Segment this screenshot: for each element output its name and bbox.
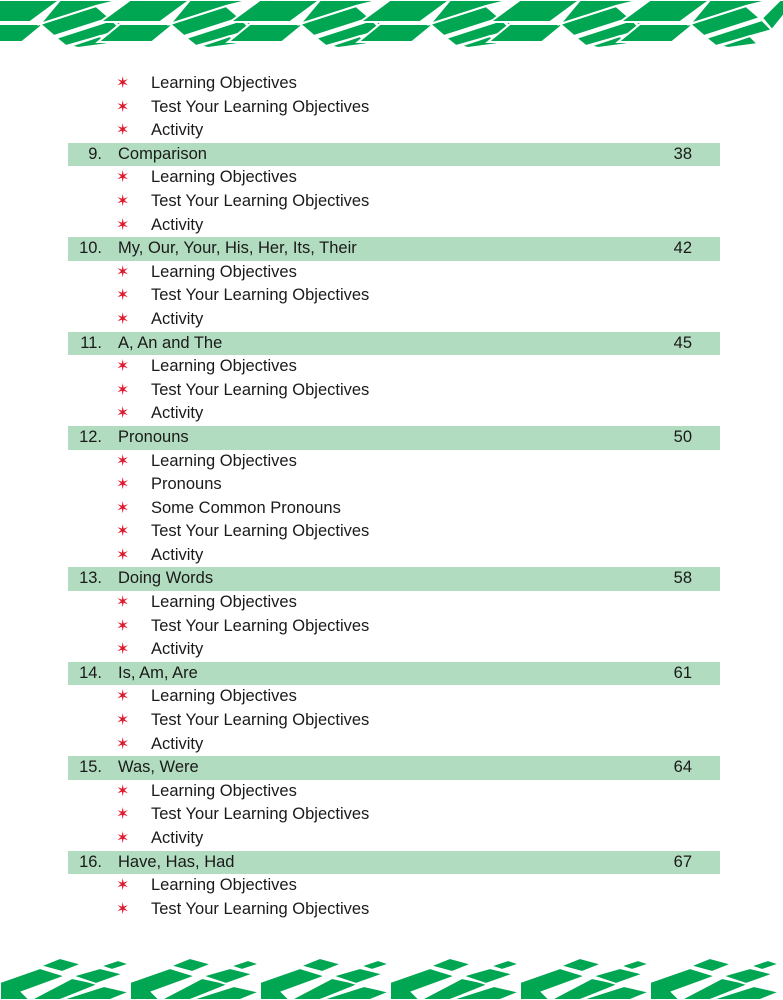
toc-subtopic-row[interactable] xyxy=(68,638,720,662)
chapter-number: 14. xyxy=(79,663,102,682)
toc-subtopic-row[interactable] xyxy=(68,780,720,804)
chapter-title: Doing Words xyxy=(118,569,214,588)
red-asterisk-icon: ✶ xyxy=(116,641,130,659)
subtopic-label: Activity xyxy=(151,121,204,140)
subtopic-label: Test Your Learning Objectives xyxy=(151,616,370,635)
toc-subtopic-row[interactable] xyxy=(68,733,720,757)
subtopic-label: Activity xyxy=(151,640,204,659)
toc-subtopic-row[interactable] xyxy=(68,214,720,238)
red-asterisk-icon: ✶ xyxy=(116,830,130,847)
subtopic-label: Learning Objectives xyxy=(151,168,297,187)
toc-subtopic-row[interactable] xyxy=(68,803,720,827)
red-asterisk-icon: ✶ xyxy=(116,358,130,376)
toc-subtopic-row[interactable] xyxy=(68,544,720,568)
toc-subtopic-row[interactable] xyxy=(68,284,720,308)
toc-subtopic-row[interactable] xyxy=(68,827,720,851)
subtopic-label: Test Your Learning Objectives xyxy=(151,899,370,918)
subtopic-label: Test Your Learning Objectives xyxy=(151,191,370,210)
chapter-number: 9. xyxy=(88,144,102,163)
toc-subtopic-row[interactable] xyxy=(68,166,720,190)
toc-subtopic-row[interactable] xyxy=(68,591,720,615)
toc-subtopic-row[interactable] xyxy=(68,261,720,285)
chapter-number: 10. xyxy=(79,239,102,258)
toc-subtopic-row[interactable] xyxy=(68,685,720,709)
page-number: 45 xyxy=(673,333,692,352)
red-asterisk-icon: ✶ xyxy=(116,523,130,541)
subtopic-label: Learning Objectives xyxy=(151,687,297,706)
subtopic-label: Activity xyxy=(151,215,204,234)
page-number: 42 xyxy=(673,239,692,258)
red-asterisk-icon: ✶ xyxy=(116,546,130,564)
toc-subtopic-row[interactable] xyxy=(68,72,720,96)
red-asterisk-icon: ✶ xyxy=(116,75,130,92)
red-asterisk-icon: ✶ xyxy=(116,169,130,187)
subtopic-label: Test Your Learning Objectives xyxy=(151,522,370,541)
subtopic-label: Activity xyxy=(151,545,204,564)
subtopic-label: Some Common Pronouns xyxy=(151,498,341,517)
page-number: 67 xyxy=(673,852,692,871)
subtopic-label: Activity xyxy=(151,309,204,328)
toc-chapter-row[interactable] xyxy=(68,662,720,686)
toc-subtopic-row[interactable] xyxy=(68,615,720,639)
subtopic-label: Learning Objectives xyxy=(151,593,297,612)
red-asterisk-icon: ✶ xyxy=(116,263,130,281)
chapter-title: Comparison xyxy=(118,144,207,163)
table-of-contents xyxy=(68,72,720,921)
toc-subtopic-row[interactable] xyxy=(68,898,720,922)
red-asterisk-icon: ✶ xyxy=(116,499,130,517)
toc-subtopic-row[interactable] xyxy=(68,402,720,426)
chapter-title: My, Our, Your, His, Her, Its, Their xyxy=(118,239,357,258)
red-asterisk-icon: ✶ xyxy=(116,617,130,635)
page-number: 61 xyxy=(673,663,692,682)
chapter-title: Have, Has, Had xyxy=(118,852,235,871)
toc-subtopic-row[interactable] xyxy=(68,450,720,474)
toc-chapter-row[interactable] xyxy=(68,237,720,261)
red-asterisk-icon: ✶ xyxy=(116,381,130,399)
toc-subtopic-row[interactable] xyxy=(68,355,720,379)
page-number: 58 xyxy=(673,569,692,588)
chapter-number: 13. xyxy=(79,569,102,588)
red-asterisk-icon: ✶ xyxy=(116,452,130,470)
red-asterisk-icon: ✶ xyxy=(116,476,130,494)
red-asterisk-icon: ✶ xyxy=(116,287,130,305)
toc-subtopic-row[interactable] xyxy=(68,497,720,521)
chapter-number: 11. xyxy=(80,333,102,352)
red-asterisk-icon: ✶ xyxy=(116,712,130,730)
chapter-number: 12. xyxy=(79,427,102,446)
chapter-title: Was, Were xyxy=(118,758,199,777)
red-asterisk-icon: ✶ xyxy=(116,806,130,824)
subtopic-label: Test Your Learning Objectives xyxy=(151,805,370,824)
subtopic-label: Test Your Learning Objectives xyxy=(151,711,370,730)
subtopic-label: Learning Objectives xyxy=(151,876,297,895)
red-asterisk-icon: ✶ xyxy=(116,594,130,612)
chapter-title: Pronouns xyxy=(118,427,189,446)
toc-chapter-row[interactable] xyxy=(68,332,720,356)
red-asterisk-icon: ✶ xyxy=(116,192,130,210)
subtopic-label: Test Your Learning Objectives xyxy=(151,286,370,305)
decorative-top-border xyxy=(0,0,783,48)
subtopic-label: Pronouns xyxy=(151,475,222,494)
decorative-bottom-border xyxy=(0,958,783,1000)
subtopic-label: Test Your Learning Objectives xyxy=(151,97,370,116)
chapter-title: A, An and The xyxy=(118,333,223,352)
red-asterisk-icon: ✶ xyxy=(116,216,130,234)
subtopic-label: Learning Objectives xyxy=(151,451,297,470)
subtopic-label: Activity xyxy=(151,734,204,753)
toc-subtopic-row[interactable] xyxy=(68,308,720,332)
red-asterisk-icon: ✶ xyxy=(116,122,130,140)
toc-subtopic-row[interactable] xyxy=(68,379,720,403)
chapter-number: 15. xyxy=(79,758,102,777)
chapter-title: Is, Am, Are xyxy=(118,663,198,682)
subtopic-label: Activity xyxy=(151,404,204,423)
page-number: 64 xyxy=(673,758,692,777)
red-asterisk-icon: ✶ xyxy=(116,900,130,918)
toc-subtopic-row[interactable] xyxy=(68,119,720,143)
red-asterisk-icon: ✶ xyxy=(116,782,130,800)
red-asterisk-icon: ✶ xyxy=(116,688,130,706)
toc-chapter-row[interactable] xyxy=(68,756,720,780)
toc-chapter-row[interactable] xyxy=(68,426,720,450)
toc-chapter-row[interactable] xyxy=(68,851,720,875)
subtopic-label: Learning Objectives xyxy=(151,357,297,376)
subtopic-label: Learning Objectives xyxy=(151,262,297,281)
page-number: 38 xyxy=(673,144,692,163)
red-asterisk-icon: ✶ xyxy=(116,877,130,895)
toc-chapter-row[interactable] xyxy=(68,567,720,591)
red-asterisk-icon: ✶ xyxy=(116,310,130,328)
subtopic-label: Learning Objectives xyxy=(151,781,297,800)
chapter-number: 16. xyxy=(79,852,102,871)
red-asterisk-icon: ✶ xyxy=(116,98,130,116)
subtopic-label: Activity xyxy=(151,829,204,847)
toc-subtopic-row[interactable] xyxy=(68,709,720,733)
red-asterisk-icon: ✶ xyxy=(116,405,130,423)
green-chevron-pattern-bottom xyxy=(0,958,783,1000)
red-asterisk-icon: ✶ xyxy=(116,735,130,753)
subtopic-label: Test Your Learning Objectives xyxy=(151,380,370,399)
subtopic-label: Learning Objectives xyxy=(151,74,297,92)
page-number: 50 xyxy=(673,427,692,446)
toc-subtopic-row[interactable] xyxy=(68,190,720,214)
toc-chapter-row[interactable] xyxy=(68,143,720,167)
toc-subtopic-row[interactable] xyxy=(68,96,720,120)
toc-subtopic-row[interactable] xyxy=(68,874,720,898)
green-chevron-pattern-top xyxy=(0,0,783,48)
toc-subtopic-row[interactable] xyxy=(68,473,720,497)
toc-subtopic-row[interactable] xyxy=(68,520,720,544)
